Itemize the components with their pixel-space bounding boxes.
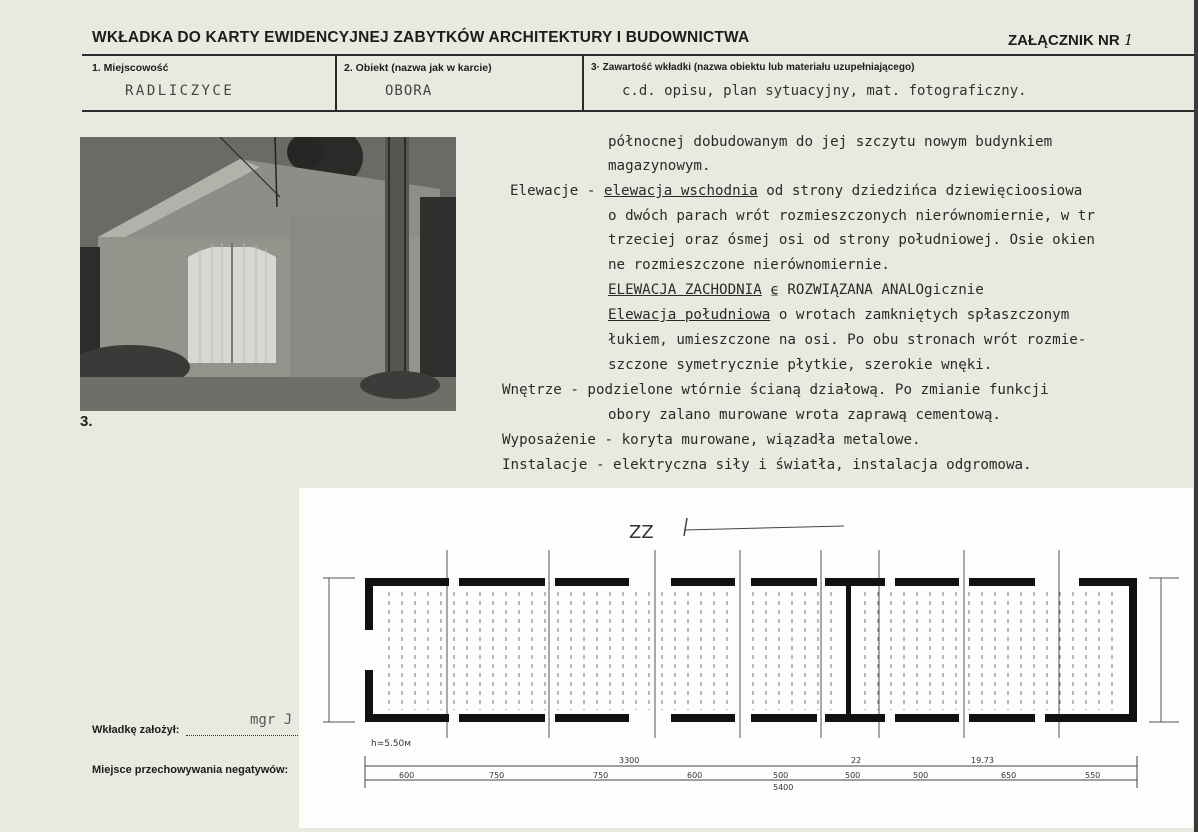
dim-seg-9: 550	[1085, 771, 1101, 780]
founder-dotted-line	[186, 735, 298, 736]
desc-line-13: Wyposażenie - koryta murowane, wiązadła metalowe.	[502, 432, 921, 448]
north-arrow-line	[684, 526, 844, 530]
desc-line-11: Wnętrze - podzielone wtórnie ścianą działową. Po zmianie funkcji	[502, 382, 1049, 398]
locality-label: 1. Miejscowość	[92, 62, 169, 74]
dim-seg-8: 650	[1001, 771, 1017, 780]
desc-line-12: obory zalano murowane wrota zaprawą cementową.	[608, 407, 1001, 423]
form-title: WKŁADKA DO KARTY EWIDENCYJNEJ ZABYTKÓW ARCHITEKTURY I BUDOWNICTWA	[92, 29, 750, 46]
desc-line-14: Instalacje - elektryczna siły i światła, instalacja odgromowa.	[502, 457, 1032, 473]
desc-line-6: ne rozmieszczone nierównomiernie.	[608, 257, 890, 273]
field-divider-1	[335, 55, 337, 111]
founder-value: mgr J	[250, 712, 293, 728]
floor-plan	[299, 488, 1193, 828]
dim-seg-5: 500	[773, 771, 789, 780]
stall-pattern	[389, 592, 1112, 710]
elevations-heading: Elewacje -	[510, 183, 604, 199]
desc-line-3	[510, 179, 1082, 204]
dim-seg-4: 600	[687, 771, 703, 780]
annex-number: 1	[1123, 31, 1134, 49]
header-rule-bottom	[82, 110, 1194, 112]
annex-label	[1008, 31, 1133, 49]
content-label: 3· Zawartość wkładki (nazwa obiektu lub materiału uzupełniającego)	[591, 62, 915, 73]
barn-photo-illustration	[80, 137, 456, 411]
object-value: OBORA	[385, 83, 433, 99]
dim-seg-1: 600	[399, 771, 415, 780]
field-divider-2	[582, 55, 584, 111]
desc-line-9: łukiem, umieszczone na osi. Po obu stronach wrót rozmie-	[608, 332, 1087, 348]
desc-line-1: północnej dobudowanym do jej szczytu nowym budynkiem	[608, 134, 1053, 150]
header-rule-top	[82, 54, 1194, 56]
photo-number: 3.	[80, 413, 93, 430]
east-elevation-term: elewacja wschodnia	[603, 183, 758, 199]
dim-right-total: 19.73	[971, 756, 994, 765]
desc-line-7-rest: ⍷ ROZWIĄZANA ANALOgicznie	[761, 282, 984, 298]
content-value: c.d. opisu, plan sytuacyjny, mat. fotograficzny.	[622, 83, 1027, 99]
dim-left-total: 3300	[619, 756, 640, 765]
height-note: h=5.50м	[371, 739, 412, 749]
negatives-label: Miejsce przechowywania negatywów:	[92, 764, 289, 776]
side-dimensions	[323, 578, 1179, 722]
founder-label: Wkładkę założył:	[92, 724, 180, 736]
desc-line-8-rest: o wrotach zamkniętych spłaszczonym	[770, 307, 1070, 323]
desc-line-7	[608, 278, 984, 303]
desc-line-10: szczone symetrycznie płytkie, szerokie wnęki.	[608, 357, 993, 373]
dim-seg-3: 750	[593, 771, 609, 780]
dimension-chain	[365, 756, 1137, 788]
desc-line-8	[608, 303, 1069, 328]
locality-value: RADLICZYCE	[125, 83, 235, 99]
object-label: 2. Obiekt (nazwa jak w karcie)	[344, 62, 492, 74]
annex-label-text: ZAŁĄCZNIK NR	[1008, 32, 1120, 49]
dim-seg-7: 500	[913, 771, 929, 780]
desc-line-2: magazynowym.	[608, 158, 711, 174]
desc-line-5: trzeciej oraz ósmej osi od strony południowej. Osie okien	[608, 232, 1095, 248]
south-elevation-term: Elewacja południowa	[608, 307, 771, 323]
north-arrow-tick	[684, 518, 687, 536]
sheet-edge	[1194, 0, 1198, 832]
desc-line-3-rest: od strony dziedzińca dziewięcioosiowa	[757, 183, 1083, 199]
dim-seg-2: 750	[489, 771, 505, 780]
dim-mid: 22	[851, 756, 862, 765]
west-elevation-term: ELEWACJA ZACHODNIA	[608, 282, 762, 298]
north-mark: ZZ	[629, 522, 654, 543]
barn-floor-plan	[299, 488, 1193, 828]
dim-total: 5400	[773, 783, 794, 792]
building-photo	[80, 137, 456, 411]
dim-seg-6: 500	[845, 771, 861, 780]
desc-line-4: o dwóch parach wrót rozmieszczonych nierównomiernie, w tr	[608, 208, 1095, 224]
